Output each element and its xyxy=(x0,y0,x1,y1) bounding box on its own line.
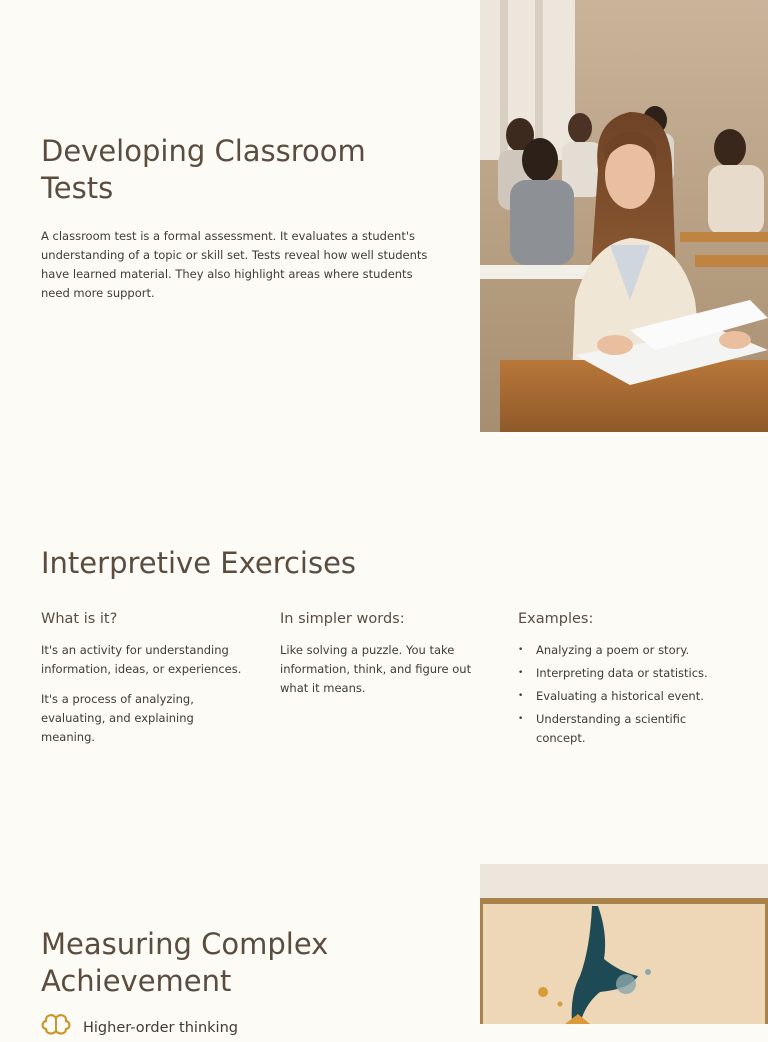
column-heading: In simpler words: xyxy=(280,611,405,627)
bullet-icon: • xyxy=(518,714,524,724)
slide-title: Developing Classroom Tests xyxy=(41,134,366,205)
column-heading: Examples: xyxy=(518,611,594,627)
list-item-text: Analyzing a poem or story. xyxy=(536,643,690,657)
intro-paragraph: A classroom test is a formal assessment. It evaluates a student's understanding of a topic or skill set. Tests reveal how well students have learned material. They also highlight areas where students need more support. xyxy=(41,229,428,300)
slide-title: Measuring Complex Achievement xyxy=(41,927,329,998)
column-heading: What is it? xyxy=(41,611,118,627)
abstract-painting-artwork xyxy=(480,864,768,1024)
column-in-simpler-words xyxy=(280,611,490,709)
list-item xyxy=(518,710,728,748)
slide-measuring-complex-achievement xyxy=(0,864,768,1036)
column-examples xyxy=(518,611,728,752)
examples-list xyxy=(518,641,728,748)
list-item-text: Interpreting data or statistics. xyxy=(536,666,708,680)
column-paragraph: Like solving a puzzle. You take information, think, and figure out what it means. xyxy=(280,643,472,695)
bullet-icon: • xyxy=(518,691,524,701)
column-paragraph: It's an activity for understanding information, ideas, or experiences. xyxy=(41,643,242,676)
list-item xyxy=(518,641,728,660)
bullet-icon: • xyxy=(518,645,524,655)
list-item xyxy=(518,664,728,683)
achievement-item-label: Higher-order thinking xyxy=(83,1020,238,1036)
column-paragraph: It's a process of analyzing, evaluating, and explaining meaning. xyxy=(41,692,194,744)
slide-interpretive-exercises xyxy=(0,432,768,864)
list-item-text: Evaluating a historical event. xyxy=(536,689,704,703)
slide-developing-classroom-tests xyxy=(0,0,768,432)
students-taking-exam-photo xyxy=(480,0,768,432)
slide-title: Interpretive Exercises xyxy=(41,546,357,580)
list-item xyxy=(518,687,728,706)
column-what-is-it xyxy=(41,611,251,758)
brain-icon xyxy=(41,1014,71,1042)
achievement-item xyxy=(41,1014,238,1042)
bullet-icon: • xyxy=(518,668,524,678)
list-item-text: Understanding a scientific concept. xyxy=(536,712,687,745)
